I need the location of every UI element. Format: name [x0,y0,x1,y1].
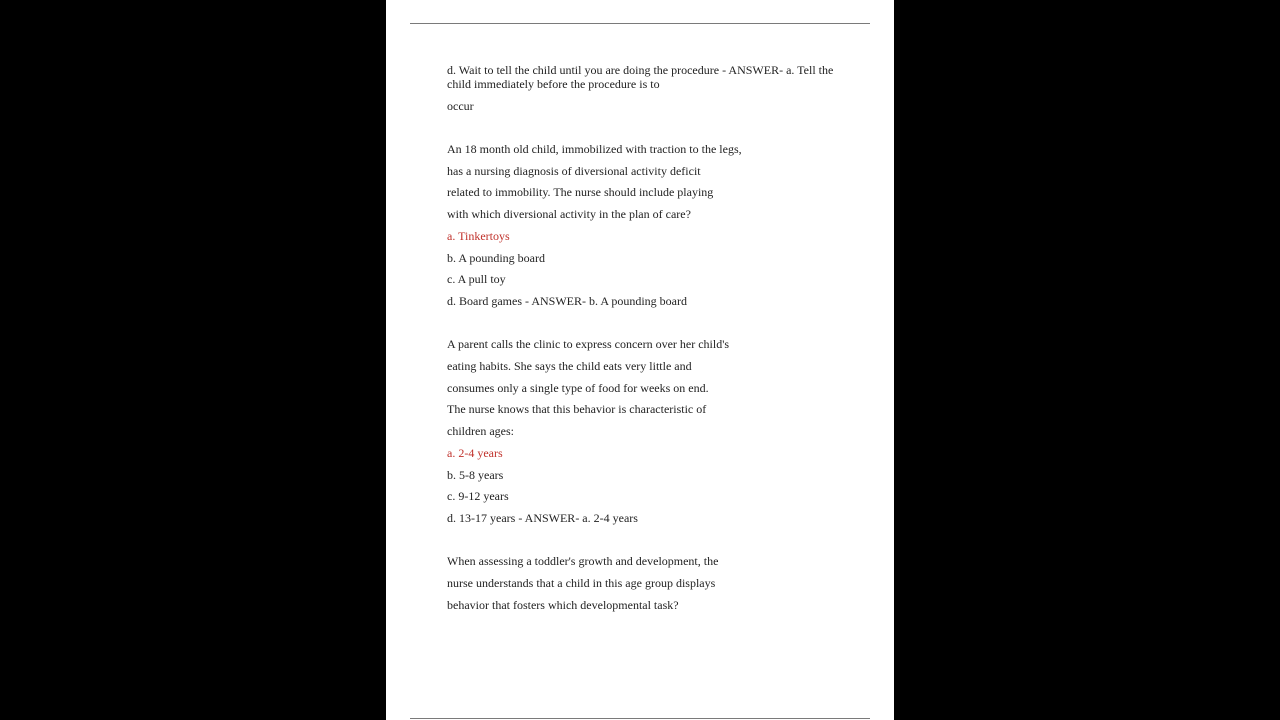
text-line: child immediately before the procedure is to [447,77,660,91]
header-divider [410,23,870,24]
footer-divider [410,718,870,719]
text-line: An 18 month old child, immobilized with traction to the legs, [447,142,742,156]
text-line: children ages: [447,424,514,438]
text-line: A parent calls the clinic to express concern over her child's [447,337,730,351]
text-line: c. 9-12 years [447,489,509,503]
text-line: behavior that fosters which developmental task? [447,598,679,612]
text-line: d. Board games - ANSWER- b. A pounding board [447,294,687,308]
text-line: related to immobility. The nurse should include playing [447,185,714,199]
text-line: d. 13-17 years - ANSWER- a. 2-4 years [447,511,638,525]
text-line: c. A pull toy [447,272,506,286]
text-line: eating habits. She says the child eats very little and [447,359,692,373]
text-line: nurse understands that a child in this age group displays [447,576,716,590]
text-line: consumes only a single type of food for weeks on end. [447,381,709,395]
text-line: occur [447,99,474,113]
text-line: with which diversional activity in the plan of care? [447,207,691,221]
text-line: has a nursing diagnosis of diversional activity deficit [447,164,701,178]
text-line: d. Wait to tell the child until you are doing the procedure - ANSWER- a. Tell the [447,63,834,77]
highlighted-option-line: a. Tinkertoys [447,229,510,243]
text-line: When assessing a toddler's growth and development, the [447,554,719,568]
text-line: b. A pounding board [447,251,545,265]
text-line: b. 5-8 years [447,468,504,482]
highlighted-option-line: a. 2-4 years [447,446,503,460]
document-page [386,0,894,720]
text-line: The nurse knows that this behavior is characteristic of [447,402,707,416]
